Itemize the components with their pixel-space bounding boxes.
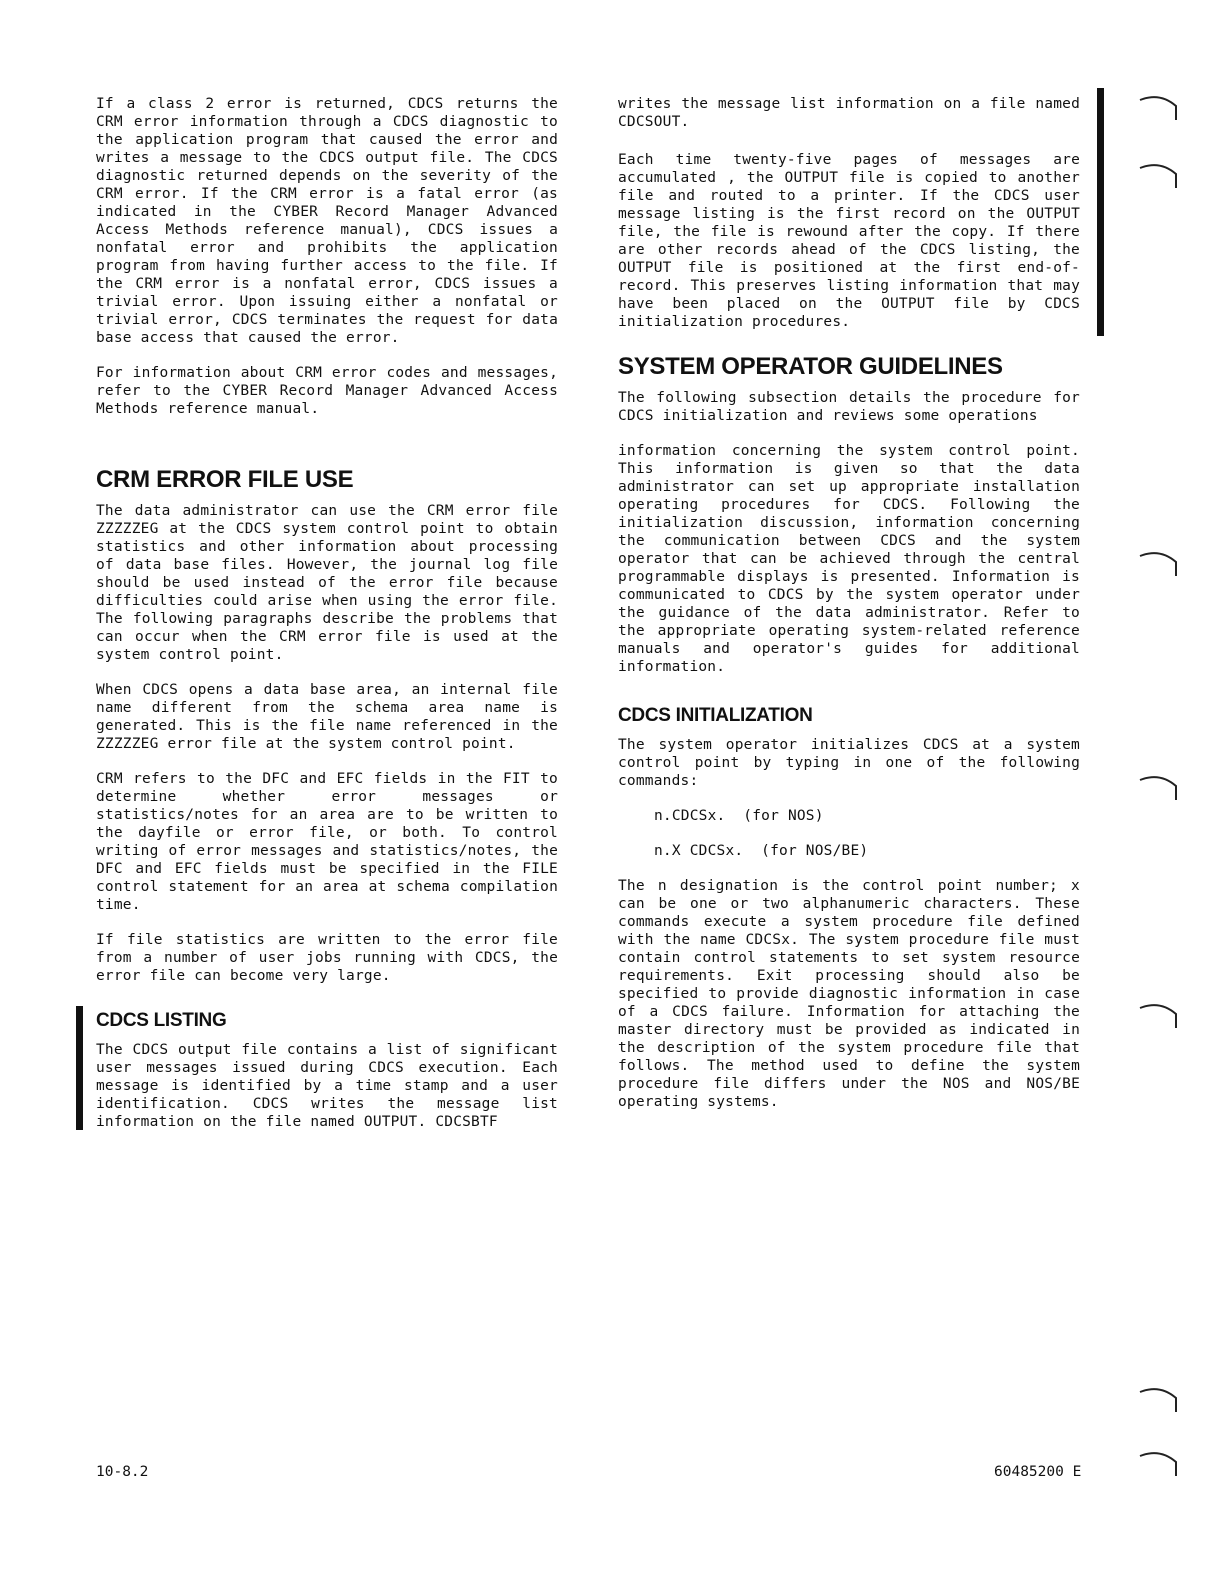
- paragraph: CRM refers to the DFC and EFC fields in the FIT to determine whether error messages or statistics/notes for an area are to be written to the dayfile or error file, or both. To control writing of error messages and statistics/notes, the DFC and EFC fields must be specified in the FILE control statement for an area at schema compilation time.: [96, 771, 558, 913]
- system-operator-guidelines-heading: SYSTEM OPERATOR GUIDELINES: [618, 353, 1003, 380]
- binder-hole-icon: [1138, 1448, 1180, 1478]
- paragraph: For information about CRM error codes and messages, refer to the CYBER Record Manager Advanced Access Methods reference manual.: [96, 365, 558, 417]
- page-number: 10-8.2: [96, 1464, 149, 1480]
- command-line: n.X CDCSx. (for NOS/BE): [654, 843, 869, 859]
- binder-hole-icon: [1138, 1384, 1180, 1414]
- binder-hole-icon: [1138, 160, 1180, 190]
- paragraph: When CDCS opens a data base area, an internal file name different from the schema area name is generated. This is the file name referenced in the ZZZZZEG error file at the system control point.: [96, 682, 558, 752]
- right-column: [618, 95, 1080, 1128]
- binder-hole-icon: [1138, 92, 1180, 122]
- paragraph: The n designation is the control point number; x can be one or two alphanumeric characters. These commands execute a system procedure file defined with the name CDCSx. The system procedure file must contain control statements to set system resource requirements. Exit processing should also be specified to provide diagnostic information in case of a CDCS failure. Information for attaching the master directory must be provided as indicated in the description of the system procedure file that follows. The method used to define the system procedure file differs under the NOS and NOS/BE operating systems.: [618, 878, 1080, 1110]
- document-number: 60485200 E: [994, 1464, 1082, 1480]
- paragraph: If file statistics are written to the error file from a number of user jobs running with CDCS, the error file can become very large.: [96, 932, 558, 984]
- change-bar-left: [76, 1006, 83, 1130]
- paragraph: The CDCS output file contains a list of significant user messages issued during CDCS execution. Each message is identified by a time stamp and a user identification. CDCS writes the message list information on the file named OUTPUT. CDCSBTF: [96, 1042, 558, 1130]
- paragraph: information concerning the system control point. This information is given so that the data administrator can set up appropriate installation operating procedures for CDCS. Following the initialization discussion, information concerning the communication between CDCS and the system operator that can be achieved through the central programmable displays is presented. Information is communicated to CDCS by the system operator under the guidance of the data administrator. Refer to the appropriate operating system-related reference manuals and operator's guides for additional information.: [618, 443, 1080, 675]
- paragraph: The data administrator can use the CRM error file ZZZZZEG at the CDCS system control point to obtain statistics and other information about processing of data base files. However, the journal log file should be used instead of the error file because difficulties could arise when using the error file. The following paragraphs describe the problems that can occur when the CRM error file is used at the system control point.: [96, 503, 558, 663]
- paragraph: The system operator initializes CDCS at a system control point by typing in one of the following commands:: [618, 737, 1080, 789]
- paragraph: The following subsection details the procedure for CDCS initialization and reviews some operations: [618, 390, 1080, 424]
- cdcs-listing-heading: CDCS LISTING: [96, 1010, 227, 1031]
- binder-hole-icon: [1138, 772, 1180, 802]
- binder-hole-icon: [1138, 548, 1180, 578]
- paragraph: writes the message list information on a file named CDCSOUT.: [618, 96, 1080, 130]
- binder-hole-icon: [1138, 1000, 1180, 1030]
- command-line: n.CDCSx. (for NOS): [654, 808, 824, 824]
- change-bar-right: [1097, 88, 1104, 336]
- cdcs-initialization-heading: CDCS INITIALIZATION: [618, 705, 813, 726]
- paragraph: If a class 2 error is returned, CDCS returns the CRM error information through a CDCS diagnostic to the application program that caused the error and writes a message to the CDCS output file. The CDCS diagnostic returned depends on the severity of the CRM error. If the CRM error is a fatal error (as indicated in the CYBER Record Manager Advanced Access Methods reference manual), CDCS issues a nonfatal error and prohibits the application program from having further access to the file. If the CRM error is a nonfatal error, CDCS issues a trivial error. Upon issuing either a nonfatal or trivial error, CDCS terminates the request for data base access that caused the error.: [96, 96, 558, 346]
- left-column: [96, 95, 558, 1148]
- paragraph: Each time twenty-five pages of messages are accumulated , the OUTPUT file is copied to another file and routed to a printer. If the CDCS user message listing is the first record on the OUTPUT file, the file is rewound after the copy. If there are other records ahead of the CDCS listing, the OUTPUT file is positioned at the first end-of-record. This preserves listing information that may have been placed on the OUTPUT file by CDCS initialization procedures.: [618, 152, 1080, 330]
- crm-error-file-use-heading: CRM ERROR FILE USE: [96, 466, 354, 493]
